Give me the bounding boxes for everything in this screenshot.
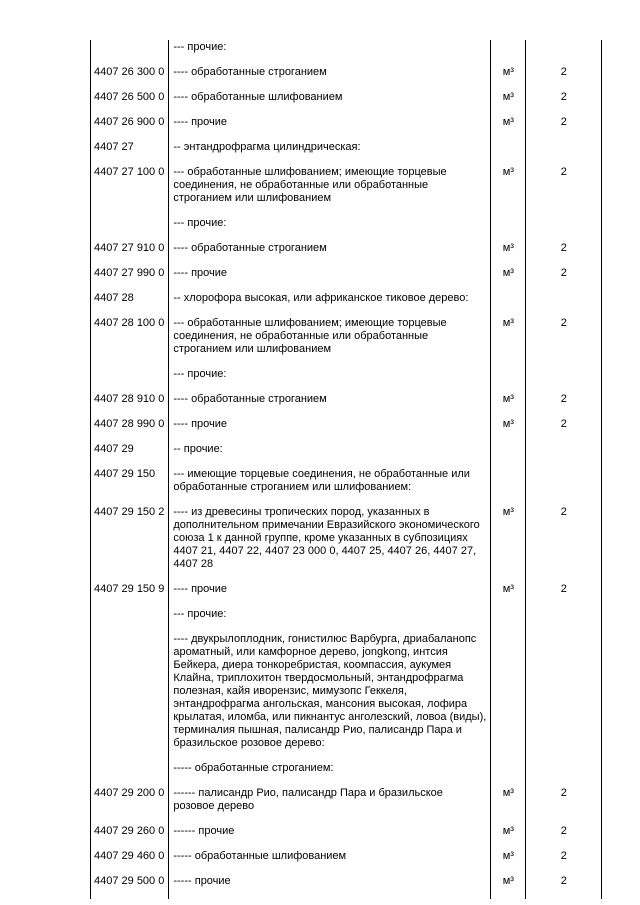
description-cell: ----- прочие: [169, 874, 491, 899]
rate-cell: 2: [526, 241, 602, 266]
rate-cell: [526, 607, 602, 632]
description-cell: --- имеющие торцевые соединения, не обработанные или обработанные строганием или шлифованием:: [169, 467, 491, 505]
table-row: [91, 786, 602, 824]
table-row: [91, 761, 602, 786]
code-cell: 4407 28: [91, 291, 169, 316]
unit-cell: м³: [491, 417, 526, 442]
description-cell: ---- прочие: [169, 266, 491, 291]
code-cell: [91, 761, 169, 786]
code-cell: 4407 28 910 0: [91, 392, 169, 417]
code-cell: 4407 28 100 0: [91, 316, 169, 367]
code-cell: 4407 26 500 0: [91, 90, 169, 115]
description-cell: --- прочие:: [169, 40, 491, 65]
rate-cell: 2: [526, 266, 602, 291]
unit-cell: [491, 367, 526, 392]
unit-cell: [491, 40, 526, 65]
tariff-table: [90, 40, 602, 899]
rate-cell: [526, 367, 602, 392]
unit-cell: [491, 291, 526, 316]
description-cell: ---- обработанные строганием: [169, 65, 491, 90]
code-cell: 4407 29 500 0: [91, 874, 169, 899]
description-cell: --- обработанные шлифованием; имеющие торцевые соединения, не обработанные или обработанные строганием или шлифованием: [169, 316, 491, 367]
code-cell: 4407 27: [91, 140, 169, 165]
description-cell: ---- обработанные строганием: [169, 392, 491, 417]
description-cell: ---- прочие: [169, 115, 491, 140]
unit-cell: м³: [491, 316, 526, 367]
rate-cell: 2: [526, 65, 602, 90]
rate-cell: [526, 442, 602, 467]
unit-cell: м³: [491, 266, 526, 291]
code-cell: 4407 27 990 0: [91, 266, 169, 291]
unit-cell: м³: [491, 392, 526, 417]
rate-cell: 2: [526, 786, 602, 824]
code-cell: 4407 26 300 0: [91, 65, 169, 90]
description-cell: ---- прочие: [169, 417, 491, 442]
description-cell: ------ палисандр Рио, палисандр Пара и бразильское розовое дерево: [169, 786, 491, 824]
rate-cell: 2: [526, 824, 602, 849]
code-cell: 4407 29 460 0: [91, 849, 169, 874]
code-cell: [91, 367, 169, 392]
rate-cell: [526, 40, 602, 65]
table-row: [91, 216, 602, 241]
table-row: [91, 417, 602, 442]
description-cell: ---- двукрылоплодник, гонистилюс Варбурга, дриабаланопс ароматный, или камфорное дерево, jongkong, интсия Бейкера, диера тонкоребристая, коомпассия, аукумея Клайна, триплохитон твердосмольный, энтандрофрагма полезная, кайя иворензис, мимузопс Геккеля, энтандрофрагма ангольская, мансония высокая, лофира крылатая, иломба, или пикнантус анголезский, ловоа (виды), терминалия пышная, палисандр Рио, палисандр Пара и бразильское розовое дерево:: [169, 632, 491, 761]
description-cell: ---- прочие: [169, 582, 491, 607]
unit-cell: м³: [491, 786, 526, 824]
code-cell: 4407 29 150: [91, 467, 169, 505]
description-cell: -- хлорофора высокая, или африканское тиковое дерево:: [169, 291, 491, 316]
rate-cell: [526, 761, 602, 786]
description-cell: -- энтандрофрагма цилиндрическая:: [169, 140, 491, 165]
table-row: [91, 165, 602, 216]
description-cell: ---- обработанные шлифованием: [169, 90, 491, 115]
unit-cell: м³: [491, 874, 526, 899]
code-cell: 4407 29 260 0: [91, 824, 169, 849]
table-row: [91, 90, 602, 115]
table-row: [91, 505, 602, 582]
table-row: [91, 467, 602, 505]
table-row: [91, 582, 602, 607]
unit-cell: м³: [491, 165, 526, 216]
rate-cell: 2: [526, 849, 602, 874]
unit-cell: [491, 607, 526, 632]
table-row: [91, 316, 602, 367]
table-row: [91, 241, 602, 266]
description-cell: --- обработанные шлифованием; имеющие торцевые соединения, не обработанные или обработанные строганием или шлифованием: [169, 165, 491, 216]
rate-cell: 2: [526, 90, 602, 115]
code-cell: [91, 607, 169, 632]
rate-cell: [526, 467, 602, 505]
rate-cell: 2: [526, 165, 602, 216]
unit-cell: м³: [491, 90, 526, 115]
description-cell: ---- обработанные строганием: [169, 241, 491, 266]
unit-cell: м³: [491, 241, 526, 266]
table-row: [91, 266, 602, 291]
table-row: [91, 65, 602, 90]
code-cell: 4407 29 150 9: [91, 582, 169, 607]
rate-cell: 2: [526, 316, 602, 367]
table-row: [91, 40, 602, 65]
table-row: [91, 607, 602, 632]
unit-cell: м³: [491, 505, 526, 582]
description-cell: -- прочие:: [169, 442, 491, 467]
unit-cell: [491, 140, 526, 165]
unit-cell: м³: [491, 824, 526, 849]
unit-cell: [491, 761, 526, 786]
table-row: [91, 392, 602, 417]
rate-cell: 2: [526, 417, 602, 442]
unit-cell: [491, 632, 526, 761]
unit-cell: [491, 216, 526, 241]
rate-cell: [526, 140, 602, 165]
description-cell: --- прочие:: [169, 367, 491, 392]
code-cell: 4407 28 990 0: [91, 417, 169, 442]
description-cell: --- прочие:: [169, 216, 491, 241]
code-cell: [91, 216, 169, 241]
unit-cell: м³: [491, 115, 526, 140]
rate-cell: [526, 291, 602, 316]
code-cell: 4407 29 200 0: [91, 786, 169, 824]
table-row: [91, 367, 602, 392]
table-row: [91, 849, 602, 874]
code-cell: [91, 40, 169, 65]
description-cell: ---- из древесины тропических пород, указанных в дополнительном примечании Евразийского экономического союза 1 к данной группе, кроме указанных в субпозициях 4407 21, 4407 22, 4407 23 000 0, 4407 25, 4407 26, 4407 27, 4407 28: [169, 505, 491, 582]
table-row: [91, 442, 602, 467]
unit-cell: м³: [491, 65, 526, 90]
rate-cell: 2: [526, 392, 602, 417]
rate-cell: 2: [526, 874, 602, 899]
description-cell: ----- обработанные строганием:: [169, 761, 491, 786]
table-row: [91, 874, 602, 899]
code-cell: 4407 29: [91, 442, 169, 467]
code-cell: [91, 632, 169, 761]
rate-cell: 2: [526, 582, 602, 607]
table-row: [91, 115, 602, 140]
table-row: [91, 824, 602, 849]
rate-cell: 2: [526, 505, 602, 582]
table-row: [91, 632, 602, 761]
code-cell: 4407 27 910 0: [91, 241, 169, 266]
rate-cell: [526, 216, 602, 241]
rate-cell: 2: [526, 115, 602, 140]
description-cell: ------ прочие: [169, 824, 491, 849]
table-row: [91, 291, 602, 316]
code-cell: 4407 27 100 0: [91, 165, 169, 216]
code-cell: 4407 26 900 0: [91, 115, 169, 140]
unit-cell: м³: [491, 582, 526, 607]
description-cell: ----- обработанные шлифованием: [169, 849, 491, 874]
unit-cell: [491, 467, 526, 505]
code-cell: 4407 29 150 2: [91, 505, 169, 582]
table-row: [91, 140, 602, 165]
rate-cell: [526, 632, 602, 761]
description-cell: --- прочие:: [169, 607, 491, 632]
unit-cell: [491, 442, 526, 467]
unit-cell: м³: [491, 849, 526, 874]
